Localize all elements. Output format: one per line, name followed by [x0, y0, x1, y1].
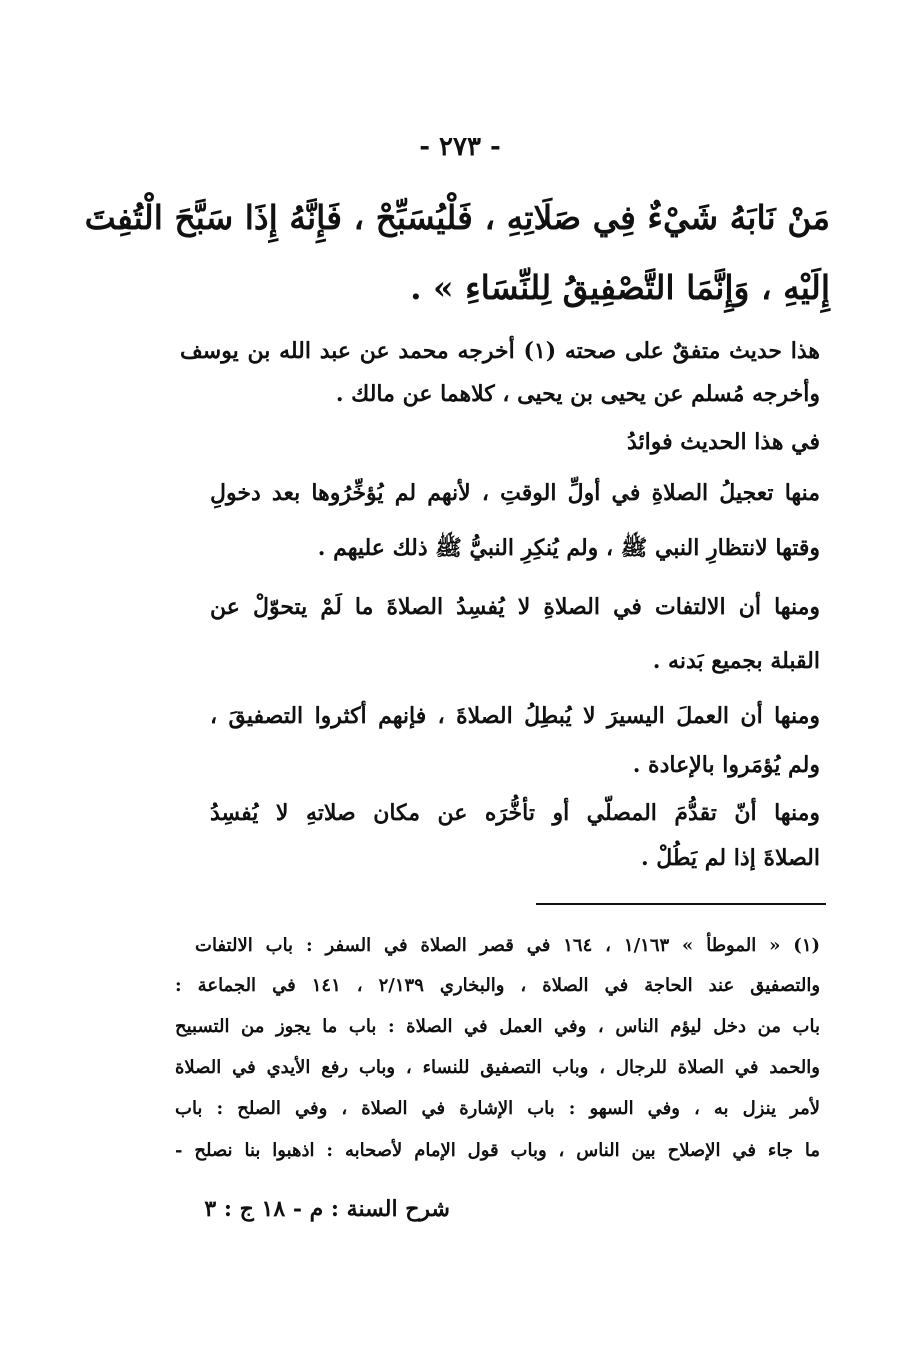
paragraph-line-6: ومنها أن الالتفات في الصلاةِ لا يُفسِدُ الصلاةَ ما لَمْ يتحوّلْ عن	[210, 594, 820, 620]
paragraph-line-5: وقتها لانتظارِ النبي ﷺ ، ولم يُنكِرِ النبيُّ ﷺ ذلك عليهم .	[317, 535, 820, 561]
footnote-line-4: والحمد في الصلاة للرجال ، وباب التصفيق للنساء ، وباب رفع الأيدي في الصلاة	[175, 1057, 820, 1078]
paragraph-line-2: وأخرجه مُسلم عن يحيى بن يحيى ، كلاهما عن مالك .	[335, 381, 820, 407]
footnote-divider	[536, 903, 826, 905]
footnote-line-5: لأمر ينزل به ، وفي السهو : باب الإشارة في الصلاة ، وفي الصلح : باب	[175, 1098, 820, 1119]
page-number: - ٢٧٣ -	[419, 132, 501, 162]
hadith-line-1: مَنْ نَابَهُ شَيْءٌ فِي صَلَاتِهِ ، فَلْيُسَبِّحْ ، فَإِنَّهُ إِذَا سَبَّحَ الْتُفِتَ	[84, 198, 830, 237]
paragraph-line-9: ولم يُؤمَروا بالإعادة .	[632, 752, 820, 778]
paragraph-line-8: ومنها أن العملَ اليسيرَ لا يُبطِلُ الصلاةَ ، فإنهم أكثروا التصفيقَ ،	[210, 703, 820, 729]
footnote-line-1: (١) « الموطأ » ١/١٦٣ ، ١٦٤ في قصر الصلاة في السفر : باب الالتفات	[195, 935, 821, 956]
footnote-line-6: ما جاء في الإصلاح بين الناس ، وباب قول الإمام لأصحابه : اذهبوا بنا نصلح -	[175, 1140, 820, 1161]
paragraph-line-1: هذا حديث متفقٌ على صحته (١) أخرجه محمد عن عبد الله بن يوسف	[180, 338, 820, 364]
paragraph-line-4: منها تعجيلُ الصلاةِ في أولِّ الوقتِ ، لأنهم لم يُؤخِّرُوها بعد دخولِ	[210, 480, 820, 506]
section-heading: في هذا الحديث فوائدُ	[626, 429, 820, 455]
paragraph-line-10: ومنها أنّ تقدُّمَ المصلّي أو تأخُّرَه عن مكان صلاتهِ لا يُفسِدُ	[210, 800, 820, 826]
hadith-line-2: إِلَيْهِ ، وَإِنَّمَا التَّصْفِيقُ لِلنِّسَاءِ » .	[410, 268, 830, 307]
paragraph-line-11: الصلاةَ إذا لم يَطُلْ .	[640, 845, 820, 871]
printer-signature: شرح السنة : م - ١٨ ج : ٣	[204, 1196, 450, 1222]
footnote-line-2: والتصفيق عند الحاجة في الصلاة ، والبخاري ٢/١٣٩ ، ١٤١ في الجماعة :	[175, 975, 821, 996]
footnote-line-3: باب من دخل ليؤم الناس ، وفي العمل في الصلاة : باب ما يجوز من التسبيح	[175, 1016, 820, 1037]
paragraph-line-7: القبلة بجميع بَدنه .	[652, 648, 820, 674]
